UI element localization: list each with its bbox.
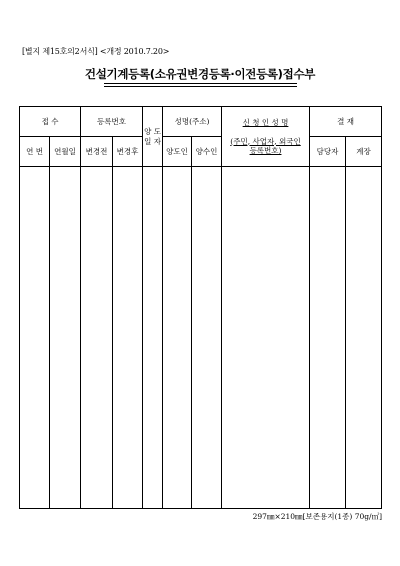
col-serial: 연 번 (20, 137, 50, 167)
paper-spec-footer: 297㎜×210㎜[보존용지(1종) 70g/㎡] (252, 512, 382, 521)
cell-after-change[interactable] (113, 167, 143, 509)
cell-transferee[interactable] (192, 167, 222, 509)
entry-body-row (20, 167, 382, 509)
transfer-date-header (143, 107, 163, 167)
cell-applicant[interactable] (222, 167, 310, 509)
register-table (19, 106, 382, 509)
reg-number-group-header: 등록번호 (81, 107, 143, 137)
title-underline (104, 83, 297, 84)
col-before-change: 변경전 (81, 137, 113, 167)
form-code: [별지 제15호의2서식] <개정 2010.7.20> (22, 47, 170, 56)
document-title: 건설기계등록(소유권변경등록·이전등록)접수부 (84, 67, 316, 81)
approval-group-header: 결 재 (310, 107, 382, 137)
col-transferor: 양도인 (163, 137, 192, 167)
col-person-in-charge: 담당자 (310, 137, 346, 167)
cell-serial[interactable] (20, 167, 50, 509)
transfer-date-line1: 양 도 (144, 127, 161, 137)
applicant-sub-line1: (주민, 사업자, 외국인 (230, 136, 301, 146)
cell-before-change[interactable] (81, 167, 113, 509)
col-after-change: 변경후 (113, 137, 143, 167)
column-header-row (20, 137, 382, 167)
cell-section-head[interactable] (346, 167, 382, 509)
cell-transferor[interactable] (163, 167, 192, 509)
applicant-header (222, 107, 310, 167)
receipt-group-header: 접 수 (20, 107, 81, 137)
applicant-title: 신 청 인 성 명 (242, 117, 289, 127)
cell-person-in-charge[interactable] (310, 167, 346, 509)
group-header-row (20, 107, 382, 137)
col-transferee: 양수인 (192, 137, 222, 167)
col-receipt-date: 연월일 (50, 137, 81, 167)
cell-receipt-date[interactable] (50, 167, 81, 509)
transfer-date-line2: 일 자 (144, 136, 161, 146)
applicant-sub-line2: 등록번호) (249, 145, 282, 155)
cell-transfer-date[interactable] (143, 167, 163, 509)
name-address-group-header: 성명(주소) (163, 107, 222, 137)
col-section-head: 계장 (346, 137, 382, 167)
title-underline-second (104, 86, 297, 87)
